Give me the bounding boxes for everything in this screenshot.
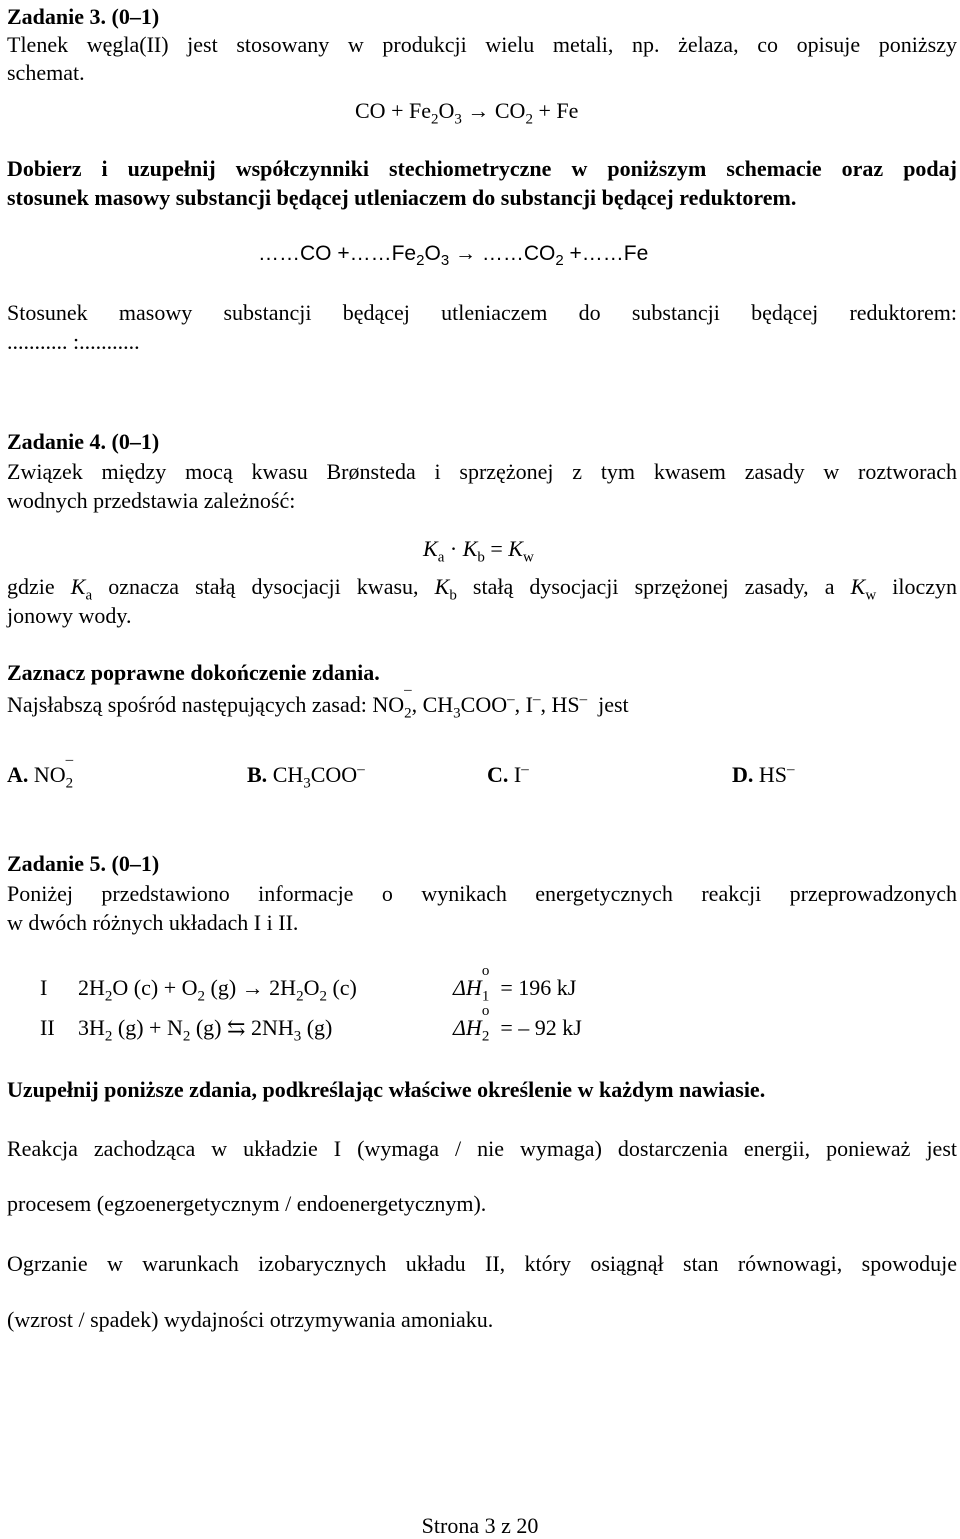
statement-2[interactable]: Ogrzanie w warunkach izobarycznych układu II, który osiągnął stan równowagi, spowoduje [7, 1251, 957, 1276]
option-c[interactable]: C. I– [487, 761, 529, 787]
ratio-answer-blank[interactable]: ........... :........... [7, 329, 140, 354]
page-number: Strona 3 z 20 [421, 1513, 539, 1538]
task5-intro: Poniżej przedstawiono informacje o wynikach energetycznych reakcji przeprowadzonych [7, 881, 957, 906]
task4-instruction: Zaznacz poprawne dokończenie zdania. [7, 660, 380, 685]
arrow-icon: → [241, 975, 264, 1000]
statement-2-cont[interactable]: (wzrost / spadek) wydajności otrzymywania amoniaku. [7, 1307, 494, 1332]
task4-where: gdzie $K_a$ oznacza stałą dysocjacji kwasu, $K_b$ stałą dysocjacji sprzężonej zasady, a $K_w$ iloczyn [7, 574, 958, 604]
task5-intro-cont: w dwóch różnych układach I i II. [7, 910, 299, 935]
arrow-icon: → [467, 98, 490, 123]
task5-heading: Zadanie 5. (0–1) [7, 851, 160, 876]
task3-intro: Tlenek węgla(II) jest stosowany w produkcji wielu metali, np. żelaza, co opisuje poniższy [7, 32, 957, 57]
reaction-scheme: CO + $Fe_2O_3 \to CO_2 + Fe$ [355, 98, 579, 128]
option-a[interactable]: A. $NO_2$ – [7, 752, 74, 792]
reaction-1-enthalpy: $\Delta H_1$ o = 196 kJ [453, 963, 577, 1005]
task3-intro-cont: schemat. [7, 60, 85, 85]
reaction-2-number: II [40, 1015, 55, 1040]
equilibrium-arrow-icon: ⇆ [227, 1015, 246, 1040]
statement-1-cont[interactable]: procesem (egzoenergetycznym / endoenergetycznym). [7, 1191, 487, 1216]
statement-1[interactable]: Reakcja zachodząca w układzie I (wymaga / nie wymaga) dostarczenia energii, ponieważ jest [7, 1136, 957, 1161]
arrow-icon: → [455, 242, 476, 265]
task3-heading: Zadanie 3. (0–1) [7, 4, 160, 29]
task4-question: Najsłabszą spośród następujących zasad: $NO_2$ – , $CH_3COO^-$, I–, HS– jest [7, 682, 629, 722]
reaction-2-enthalpy: $\Delta H_2$ o = – 92 kJ [453, 1003, 582, 1045]
task3-instruction: Dobierz i uzupełnij współczynniki stechiometryczne w poniższym schemacie oraz podaj [7, 156, 957, 181]
option-d[interactable]: D. HS– [732, 761, 795, 787]
kw-formula: $K_a \cdot K_b = K_w$ [423, 536, 534, 566]
task4-where-cont: jonowy wody. [7, 603, 132, 628]
reaction-1-equation: $2H_2O$ $(c) + O_2$ $(g) \to 2H_2O_2$ (c) [78, 975, 357, 1005]
blank-scheme[interactable]: ……CO $+\dots\dots Fe_2O_3$ → $\dots\dots CO_2$ +……Fe [258, 242, 649, 270]
task4-heading: Zadanie 4. (0–1) [7, 429, 160, 454]
option-b[interactable]: B. $CH_3COO^-$ [247, 761, 365, 792]
task3-instruction-cont: stosunek masowy substancji będącej utleniaczem do substancji będącej reduktorem. [7, 185, 797, 210]
task5-instruction: Uzupełnij poniższe zdania, podkreślając właściwe określenie w każdym nawiasie. [7, 1077, 766, 1102]
reaction-1-number: I [40, 975, 48, 1000]
reaction-2-equation: $3H_2$ $(g) + N_2$ (g) ⇆ $2NH_3$ (g) [78, 1015, 333, 1045]
task4-intro-cont: wodnych przedstawia zależność: [7, 488, 296, 513]
task4-intro: Związek między mocą kwasu Brønsteda i sprzężonej z tym kwasem zasady w roztworach [7, 459, 957, 484]
ratio-label: Stosunek masowy substancji będącej utleniaczem do substancji będącej reduktorem: [7, 300, 957, 325]
